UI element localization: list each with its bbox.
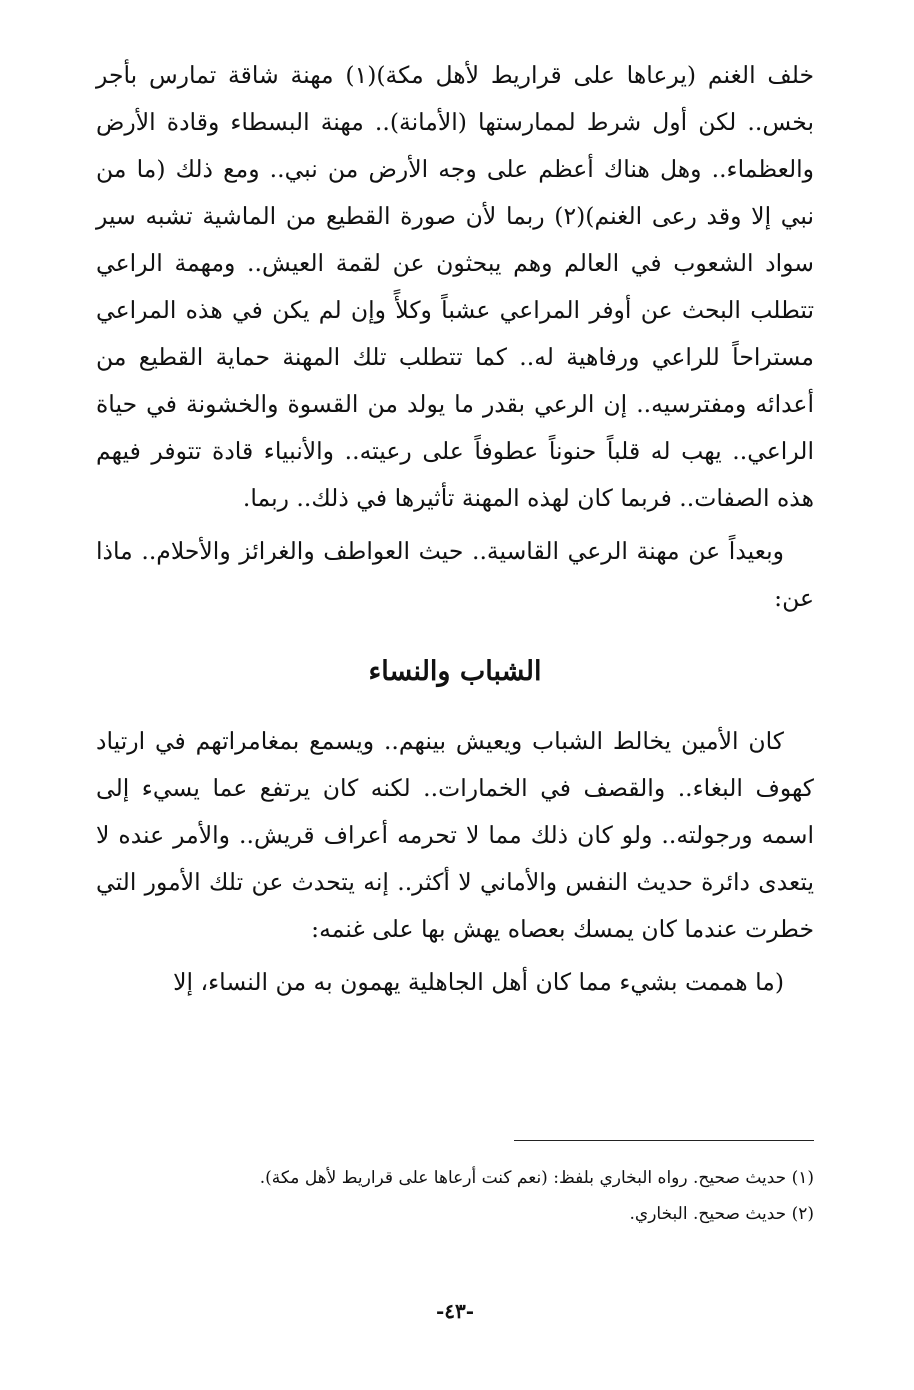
paragraph-youth: كان الأمين يخالط الشباب ويعيش بينهم.. ويسمع بمغامراتهم في ارتياد كهوف البغاء.. والقصف في الخمارات.. لكنه كان يرتفع عما يسيء إلى اسمه ورجولته.. ولو كان ذلك مما لا تحرمه أعراف قريش.. والأمر عنده لا يتعدى دائرة حديث النفس والأماني لا أكثر.. إنه يتحدث عن تلك الأمور التي خطرت عندما كان يمسك بعصاه يهش بها على غنمه: <box>96 727 814 943</box>
paragraph-shepherding: خلف الغنم (يرعاها على قراريط لأهل مكة)(١) مهنة شاقة تمارس بأجر بخس.. لكن أول شرط لممارستها (الأمانة).. مهنة البسطاء وقادة الأرض والعظماء.. وهل هناك أعظم على وجه الأرض من نبي.. ومع ذلك (ما من نبي إلا وقد رعى الغنم)(٢) ربما لأن صورة القطيع من الماشية تشبه سير سواد الشعوب في العالم وهم يبحثون عن لقمة العيش.. ومهمة الراعي تتطلب البحث عن أوفر المراعي عشباً وكلأً وإن لم يكن في هذه المراعي مستراحاً للراعي ورفاهية له.. كما تتطلب تلك المهنة حماية القطيع من أعدائه ومفترسيه.. إن الرعي بقدر ما يولد من القسوة والخشونة في حياة الراعي.. يهب له قلباً حنوناً عطوفاً على رعيته.. والأنبياء قادة تتوفر فيهم هذه الصفات.. فربما كان لهذه المهنة تأثيرها في ذلك.. ربما. <box>96 61 815 512</box>
footnotes <box>96 1160 814 1232</box>
section-heading: الشباب والنساء <box>368 656 542 687</box>
page-number: -٤٣- <box>435 1299 475 1323</box>
footnote-1: (١) حديث صحيح. رواه البخاري بلفظ: (نعم كنت أرعاها على قراريط لأهل مكة). <box>259 1168 814 1188</box>
paragraph-quote-start: (ما هممت بشيء مما كان أهل الجاهلية يهمون به من النساء، إلا <box>173 968 784 996</box>
footnote-divider <box>514 1140 814 1141</box>
book-page <box>96 52 814 1352</box>
footnote-2: (٢) حديث صحيح. البخاري. <box>629 1204 814 1224</box>
paragraph-transition: وبعيداً عن مهنة الرعي القاسية.. حيث العواطف والغرائز والأحلام.. ماذا عن: <box>96 537 814 612</box>
